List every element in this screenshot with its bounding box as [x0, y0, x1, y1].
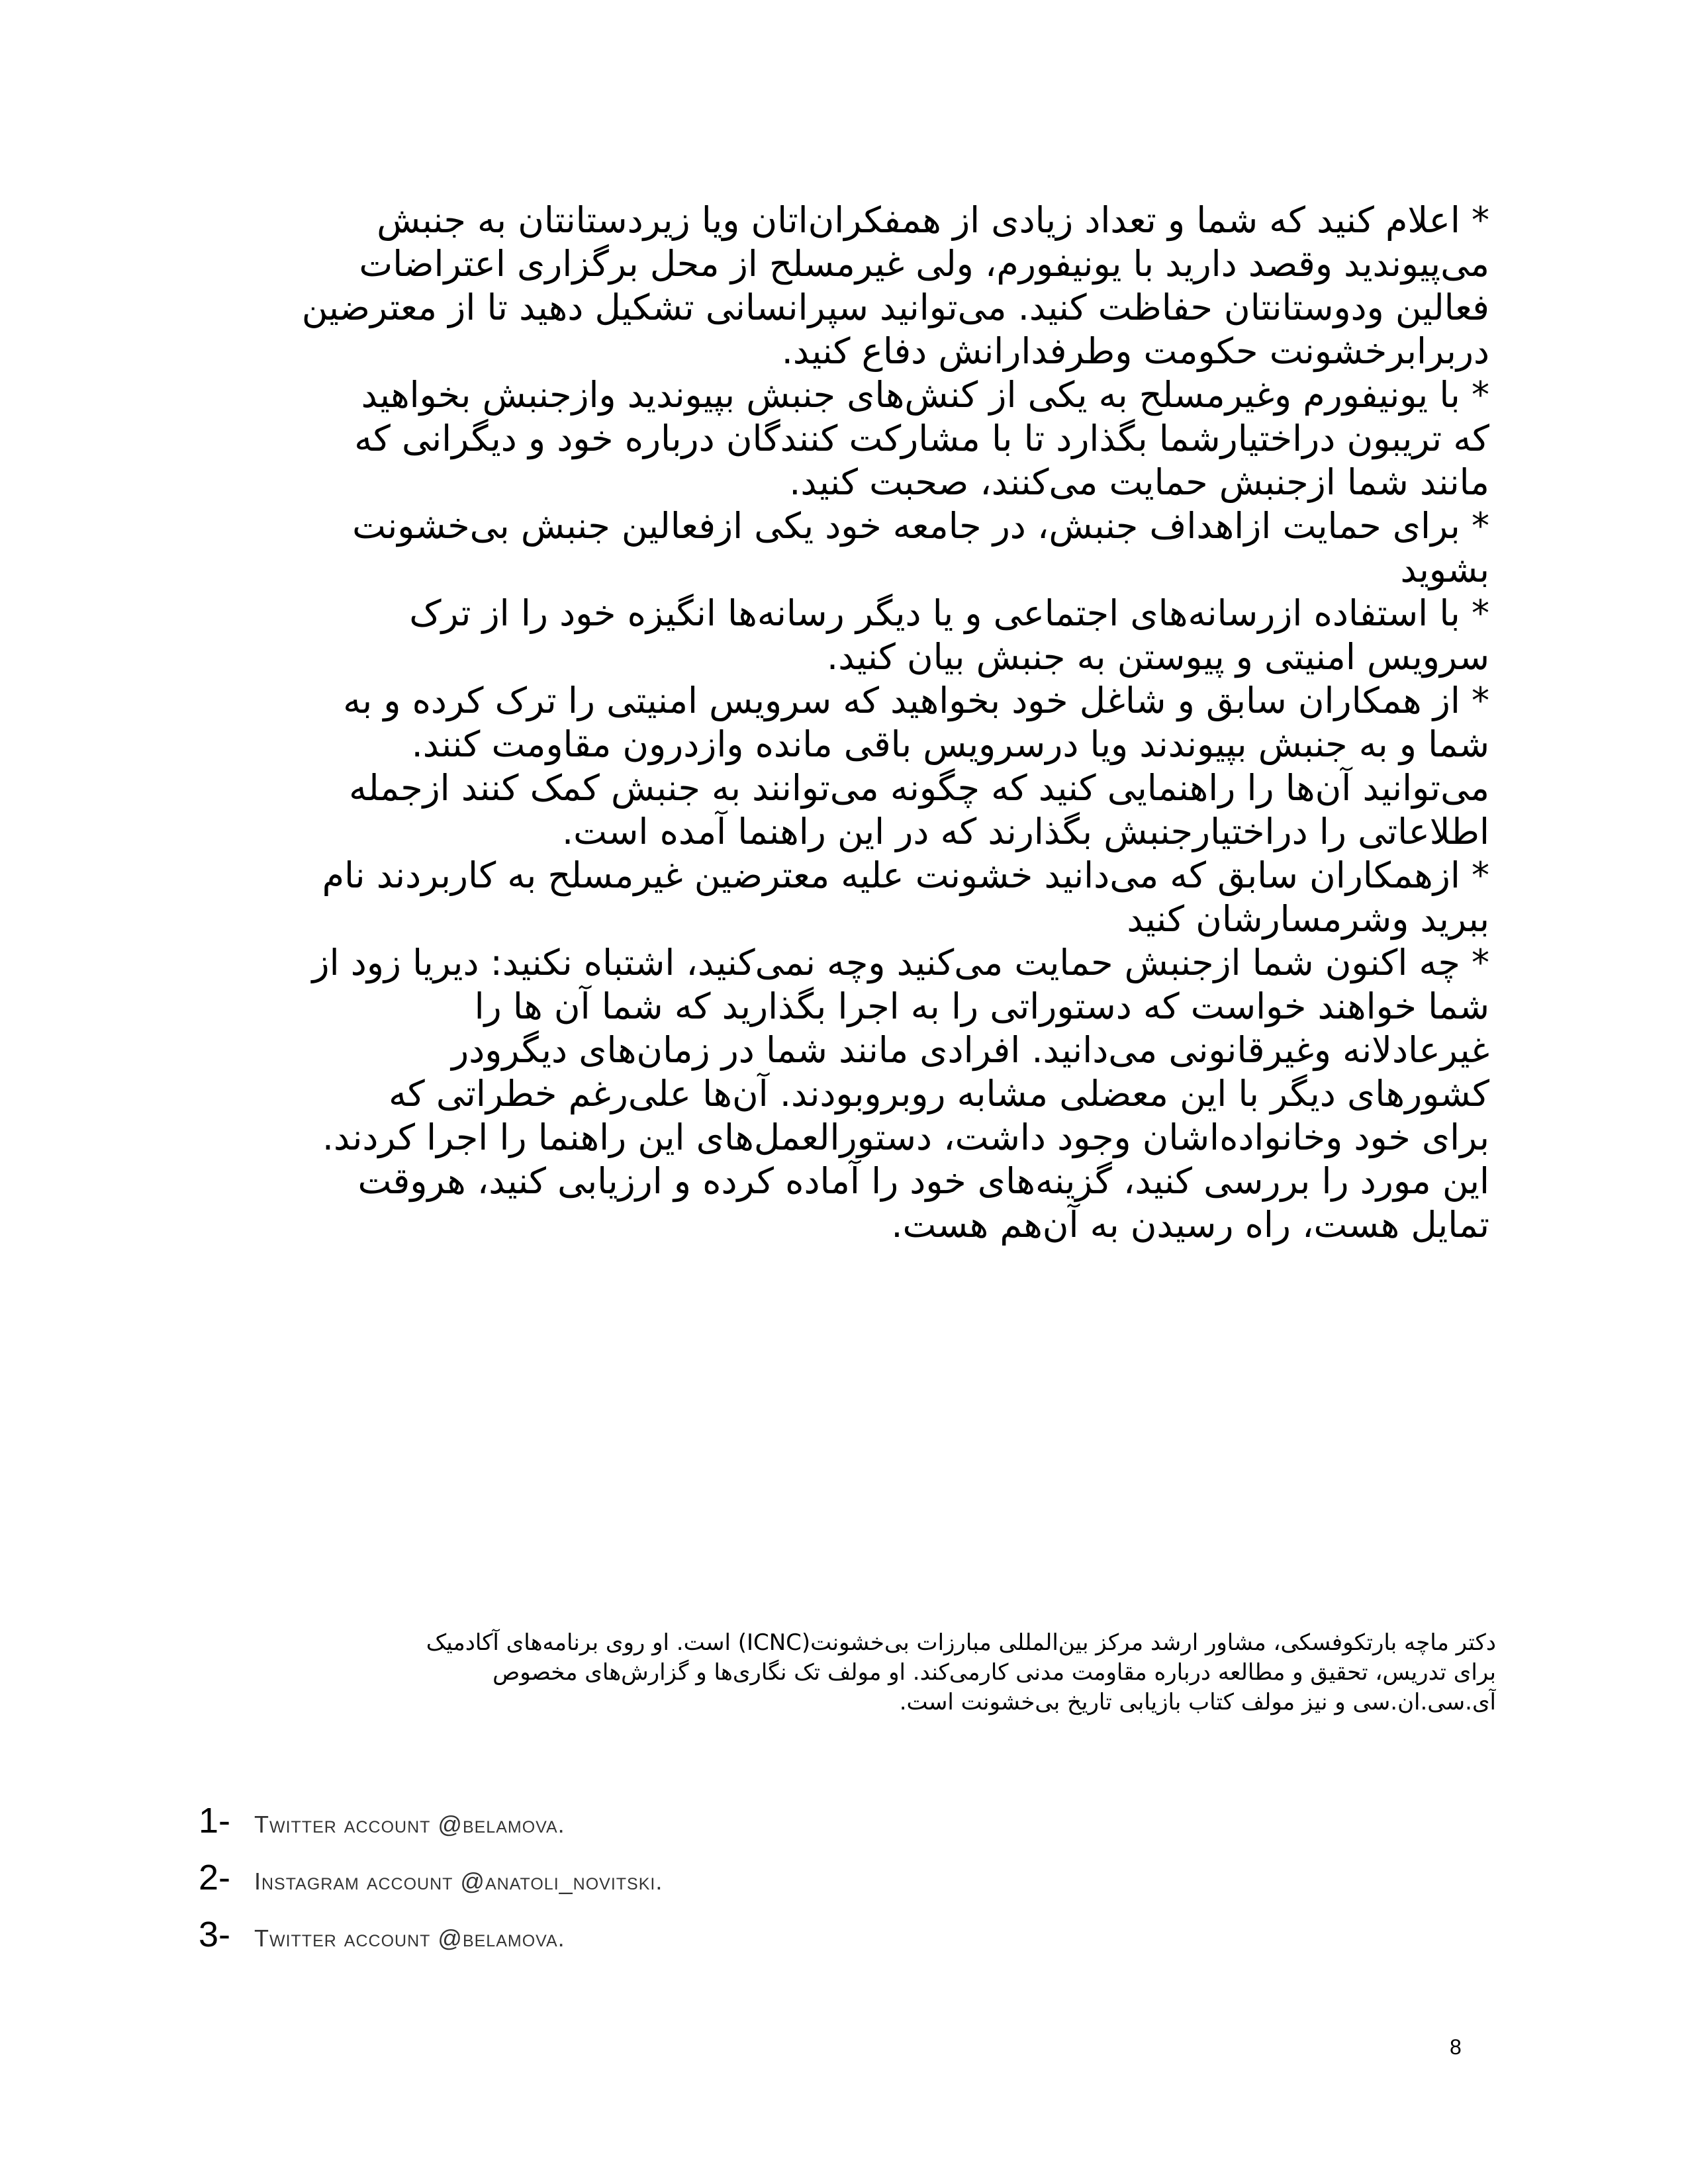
bio-line: آی.سی.ان.سی و نیز مولف کتاب بازیابی تاریخ بی‌خشونت است. — [899, 1689, 1496, 1715]
body-line: برای خود وخانواده‌اشان وجود داشت، دستورالعمل‌های این راهنما را اجرا کردند. — [322, 1116, 1489, 1158]
body-line: * اعلام کنید که شما و تعداد زیادی از همفکران‌اتان ویا زیردستانتان به جنبش — [377, 199, 1489, 241]
footnote-item — [199, 1914, 1125, 1971]
body-line: شما خواهند خواست که دستوراتی را به اجرا بگذارید که شما آن ها را — [474, 985, 1489, 1027]
body-line: می‌توانید آن‌ها را راهنمایی کنید که چگونه می‌توانند به جنبش کمک کنند ازجمله — [349, 767, 1489, 809]
footnote-text: Instagram account @anatoli_novitski. — [254, 1868, 663, 1895]
body-line: * با استفاده ازرسانه‌های اجتماعی و یا دیگر رسانه‌ها انگیزه خود را از ترک — [409, 592, 1489, 634]
footnote-text: Twitter account @belamova. — [254, 1925, 565, 1952]
footnote-number: 1- — [199, 1801, 231, 1841]
body-line: که تریبون دراختیارشما بگذارد تا با مشارکت کنندگان درباره خود و دیگرانی که — [354, 418, 1489, 459]
footnote-number: 2- — [199, 1858, 231, 1897]
body-line: مانند شما ازجنبش حمایت می‌کنند، صحبت کنید. — [789, 461, 1489, 503]
body-line: این مورد را بررسی کنید، گزینه‌های خود را آماده کرده و ارزیابی کنید، هروقت — [357, 1160, 1489, 1202]
page-number: 8 — [1450, 2035, 1462, 2059]
body-line: بشوید — [1400, 549, 1489, 590]
main-body-text — [199, 199, 1489, 1247]
body-line: غیرعادلانه وغیرقانونی می‌دانید. افرادی مانند شما در زمان‌های دیگرودر — [451, 1029, 1489, 1071]
author-bio — [199, 1628, 1496, 1717]
footnote-item — [199, 1857, 1125, 1914]
body-line: شما و به جنبش بپیوندند ویا درسرویس باقی مانده وازدرون مقاومت کنند. — [411, 723, 1489, 765]
footnote-item — [199, 1800, 1125, 1857]
footnote-number: 3- — [199, 1915, 231, 1954]
body-line: فعالین ودوستانتان حفاظت کنید. می‌توانید سپرانسانی تشکیل دهید تا از معترضین — [301, 287, 1489, 328]
body-line: * با یونیفورم وغیرمسلح به یکی از کنش‌های جنبش بپیوندید وازجنبش بخواهید — [361, 374, 1489, 416]
bio-line: دکتر ماچه بارتکوفسکی، مشاور ارشد مرکز بین‌المللی مبارزات بی‌خشونت(ICNC) است. او روی برنامه‌های آکادمیک — [426, 1629, 1496, 1656]
body-line: * از همکاران سابق و شاغل خود بخواهید که سرویس امنیتی را ترک کرده و به — [343, 680, 1489, 721]
body-line: * برای حمایت ازاهداف جنبش، در جامعه خود یکی ازفعالین جنبش بی‌خشونت — [352, 505, 1489, 547]
body-line: می‌پیوندید وقصد دارید با یونیفورم، ولی غیرمسلح از محل برگزاری اعتراضات — [359, 243, 1489, 285]
body-line: سرویس امنیتی و پیوستن به جنبش بیان کنید. — [827, 636, 1489, 678]
bio-line: برای تدریس، تحقیق و مطالعه درباره مقاومت مدنی کارمی‌کند. او مولف تک نگاری‌ها و گزارش‌های مخصوص — [492, 1659, 1496, 1686]
body-line: اطلاعاتی را دراختیارجنبش بگذارند که در این راهنما آمده است. — [561, 811, 1489, 852]
body-line: کشورهای دیگر با این معضلی مشابه روبروبودند. آن‌ها علی‌رغم خطراتی که — [389, 1073, 1489, 1115]
body-line: ببرید وشرمسارشان کنید — [1127, 898, 1489, 940]
body-line: * ازهمکاران سابق که می‌دانید خشونت علیه معترضین غیرمسلح به کاربردند نام — [322, 854, 1489, 896]
footnote-text: Twitter account @belamova. — [254, 1811, 565, 1838]
body-line: تمایل هست، راه رسیدن به آن‌هم هست. — [891, 1204, 1489, 1246]
body-line: دربرابرخشونت حکومت وطرفدارانش دفاع کنید. — [781, 330, 1489, 372]
body-line: * چه اکنون شما ازجنبش حمایت می‌کنید وچه نمی‌کنید، اشتباه نکنید: دیریا زود از — [312, 942, 1489, 983]
footnotes — [199, 1800, 1125, 1971]
